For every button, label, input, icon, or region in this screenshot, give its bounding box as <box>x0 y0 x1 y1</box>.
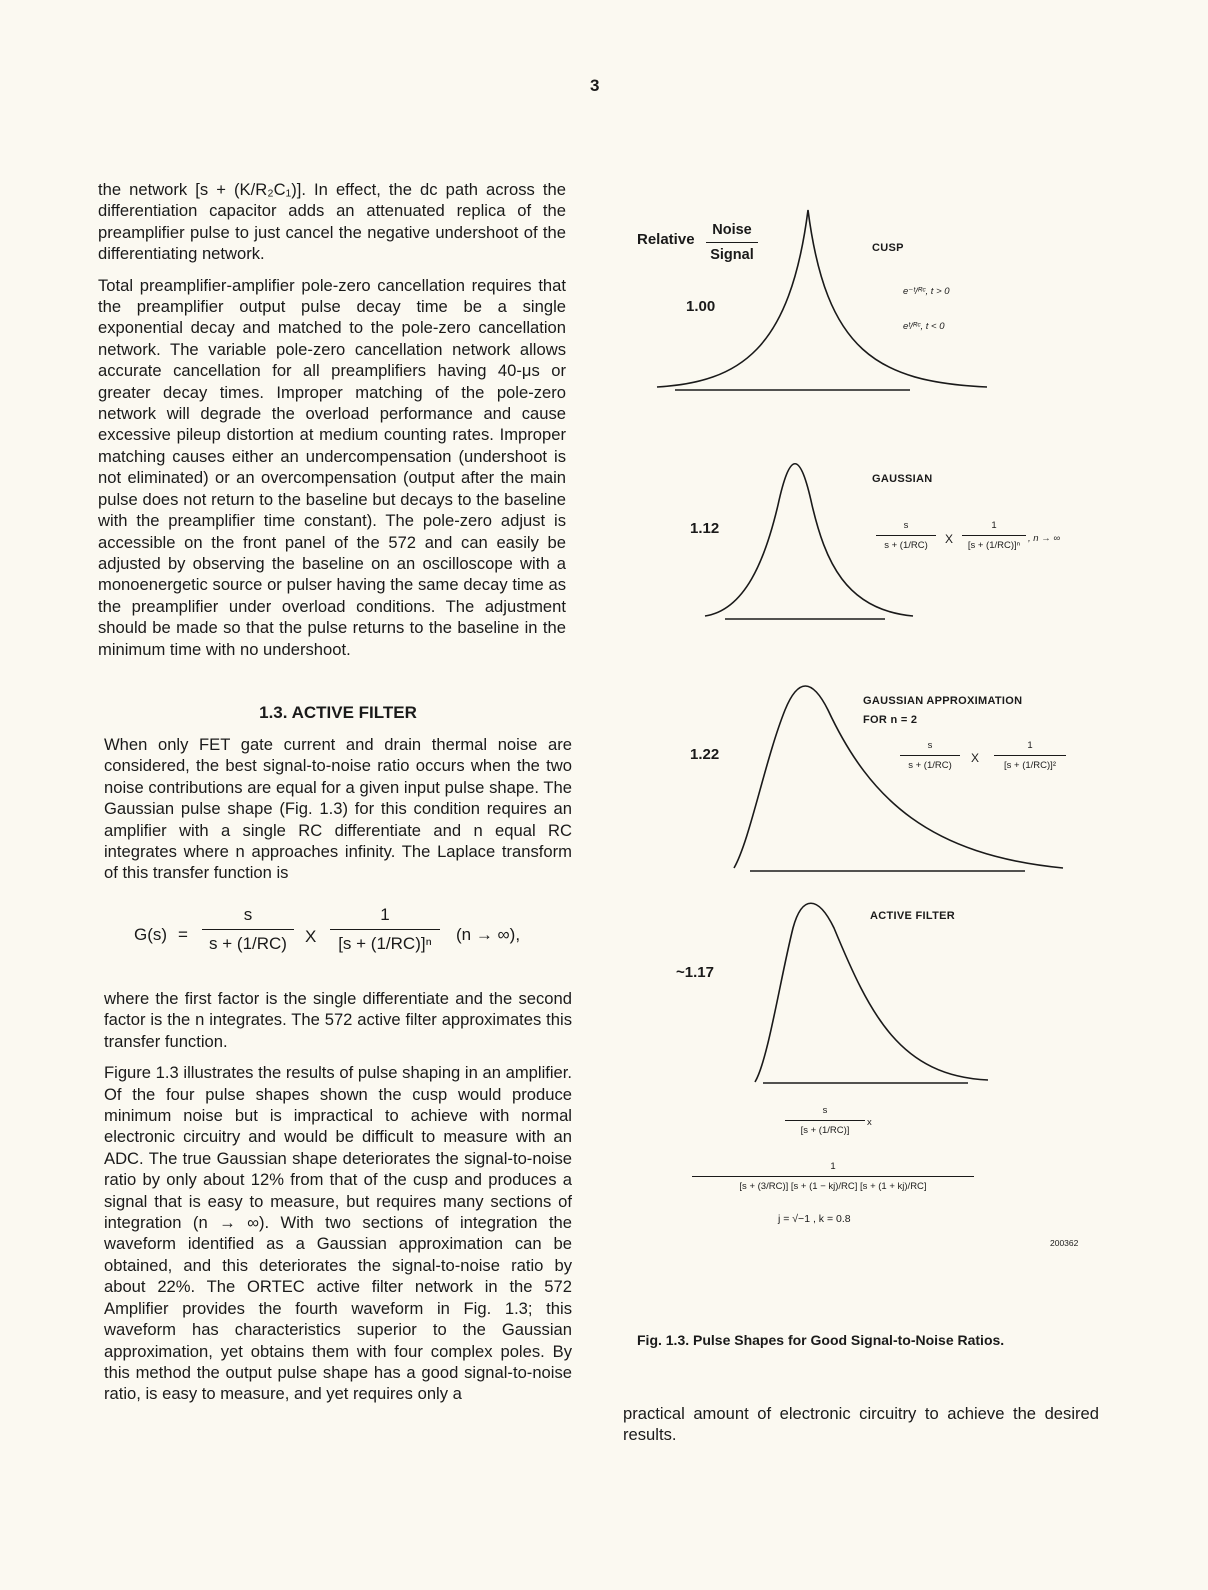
equation-times: X <box>305 927 317 946</box>
active-filter-constants: j = √−1 , k = 0.8 <box>778 1213 851 1225</box>
gaussian-times: X <box>945 532 954 546</box>
active-filter-label: ACTIVE FILTER <box>870 910 955 922</box>
left-column-middle <box>104 734 572 894</box>
axis-label-relative: Relative <box>637 231 695 248</box>
paragraph: When only FET gate current and drain thermal noise are considered, the best signal-to-noise ratio occurs when the two noise contributions are equal for a given input pulse shape. The Gaussian pulse shape (Fig. 1.3) for this condition requires an amplifier with a single RC differentiate and n equal RC integrates where n approaches infinity. The Laplace transform of this transfer function is <box>104 735 572 883</box>
equation-fraction-2: 1 [s + (1/RC)]ⁿ <box>330 905 440 954</box>
gaussian-fraction-2: 1 [s + (1/RC)]ⁿ <box>962 520 1026 551</box>
cusp-label: CUSP <box>872 242 904 254</box>
gaussian-approximation-label-line2: FOR n = 2 <box>863 714 918 726</box>
gaussian-label: GAUSSIAN <box>872 473 933 485</box>
gaussian-approximation-label: GAUSSIAN APPROXIMATION <box>863 695 1023 707</box>
equation-fraction-1: s s + (1/RC) <box>202 905 294 954</box>
gaussian-value: 1.12 <box>690 520 720 537</box>
page-number: 3 <box>590 76 600 95</box>
gaussian-approximation-times: X <box>971 751 980 765</box>
gaussian-approximation-value: 1.22 <box>690 746 720 763</box>
equation-lhs: G(s) <box>134 925 168 944</box>
transfer-function-equation <box>104 905 572 965</box>
cusp-value: 1.00 <box>686 298 716 315</box>
section-heading: 1.3. ACTIVE FILTER <box>259 703 417 722</box>
gaussian-fraction-1: s s + (1/RC) <box>876 520 936 551</box>
active-filter-value: ~1.17 <box>676 964 714 981</box>
gaussian-approximation-fraction-1: s s + (1/RC) <box>900 740 960 771</box>
gaussian-approximation-fraction-2: 1 [s + (1/RC)]² <box>994 740 1066 771</box>
figure-caption: Fig. 1.3. Pulse Shapes for Good Signal-to-Noise Ratios. <box>637 1332 1005 1348</box>
active-filter-fraction-2: 1 [s + (3/RC)] [s + (1 − kj)/RC] [s + (1 + kj)/RC] <box>692 1161 974 1192</box>
active-filter-curve <box>755 903 988 1082</box>
axis-label-noise-signal: Noise Signal <box>706 222 758 263</box>
left-column-bottom <box>104 988 572 1415</box>
paragraph: where the first factor is the single differentiate and the second factor is the n integrates. The 572 active filter approximates this transfer function. <box>104 989 572 1051</box>
gaussian-condition: , n → ∞ <box>1028 533 1061 544</box>
cusp-formula-line1: e⁻ᵗ/ᴿᶜ, t > 0 <box>903 286 950 297</box>
equation-equals: = <box>178 925 188 944</box>
paragraph: Total preamplifier-amplifier pole-zero cancellation requires that the preamplifier output pulse decay time be a single exponential decay and matched to the pole-zero cancellation network. The variable pole-zero cancellation network allows accurate cancellation for all preamplifiers having 40-μs or greater decay times. Improper matching of the pole-zero network will degrade the overload performance and cause excessive pileup distortion at medium counting rates. Improper matching causes either an undercompensation (undershoot is not eliminated) or an overcompensation (output after the main pulse does not return to the baseline but decays to the baseline with the preamplifier time constant). The pole-zero adjust is accessible on the front panel of the 572 and can easily be adjusted by observing the baseline on an oscilloscope with a monoenergetic source or pulser having the same decay time as the preamplifier under overload conditions. The adjustment should be made so that the pulse returns to the baseline in the minimum time with no undershoot. <box>98 275 566 659</box>
equation-condition: (n → ∞), <box>456 925 521 944</box>
paragraph: practical amount of electronic circuitry to achieve the desired results. <box>623 1404 1099 1445</box>
left-column-top <box>98 179 566 670</box>
paragraph: the network [s + (K/R₂C₁)]. In effect, the dc path across the differentiation capacitor adds an attenuated replica of the preamplifier pulse to just cancel the negative undershoot of the differentiating network. <box>98 180 566 264</box>
paragraph: Figure 1.3 illustrates the results of pulse shaping in an amplifier. Of the four pulse shapes shown the cusp would produce minimum noise but is impractical to achieve with normal electronic circuitry and would be difficult to measure with an ADC. The true Gaussian shape deteriorates the signal-to-noise ratio by only about 12% from that of the cusp and produces a signal that is easy to measure, but requires many sections of integration (n → ∞). With two sections of integration the waveform identified as a Gaussian approximation can be obtained, and this deteriorates the signal-to-noise ratio by about 22%. The ORTEC active filter network in the 572 Amplifier provides the fourth waveform in Fig. 1.3; this waveform has characteristics superior to the Gaussian approximation, yet obtains them with four complex poles. By this method the output pulse shape has a good signal-to-noise ratio, is easy to measure, and yet requires only a <box>104 1063 572 1404</box>
figure-pulse-shapes <box>630 200 1090 1340</box>
active-filter-times: x <box>867 1117 872 1128</box>
cusp-formula-line2: eᵗ/ᴿᶜ, t < 0 <box>903 321 945 332</box>
active-filter-fraction-1: s [s + (1/RC)] <box>785 1105 865 1136</box>
figure-id: 200362 <box>1050 1238 1079 1248</box>
right-column-continuation <box>623 1403 1099 1456</box>
